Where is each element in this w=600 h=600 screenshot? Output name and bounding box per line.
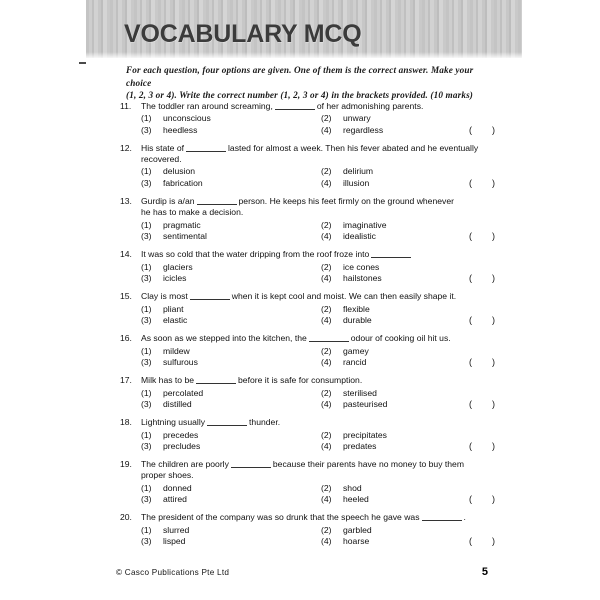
answer-option[interactable]	[141, 430, 198, 441]
answer-bracket[interactable]: ( )	[469, 494, 495, 505]
option-text: heedless	[163, 124, 198, 135]
question-text-before-blank: The children are poorly	[141, 459, 229, 470]
answer-blank-line	[309, 334, 349, 342]
option-text: delusion	[163, 166, 196, 177]
answer-option[interactable]	[321, 357, 366, 368]
option-key: (4)	[321, 230, 332, 241]
option-text: attired	[163, 494, 187, 505]
answer-options	[120, 524, 495, 548]
question-text-after-blank: before it is safe for consumption.	[238, 375, 363, 386]
question-text-before-blank: It was so cold that the water dripping from the roof froze into	[141, 249, 370, 260]
answer-options	[120, 387, 495, 411]
answer-option[interactable]	[321, 273, 382, 284]
answer-blank-line	[197, 197, 237, 205]
answer-options	[120, 482, 495, 506]
answer-option[interactable]	[321, 399, 387, 410]
question-stem-line-2: he has to make a decision.	[141, 207, 244, 218]
option-key: (4)	[321, 536, 332, 547]
option-key: (4)	[321, 440, 332, 451]
option-key: (3)	[141, 272, 152, 283]
option-key: (2)	[321, 303, 332, 314]
option-key: (3)	[141, 314, 152, 325]
question-number: 18.	[120, 417, 132, 428]
option-text: imaginative	[343, 219, 387, 230]
question-stem	[120, 249, 488, 260]
answer-option[interactable]	[141, 483, 192, 494]
answer-option[interactable]	[321, 430, 387, 441]
option-key: (4)	[321, 272, 332, 283]
option-key: (4)	[321, 494, 332, 505]
option-text: unwary	[343, 113, 371, 124]
option-text: icicles	[163, 272, 187, 283]
question-stem	[120, 101, 488, 112]
answer-option[interactable]	[141, 262, 193, 273]
instruction-line-1: For each question, four options are given. One of them is the correct answer. Make your choice	[126, 65, 474, 88]
answer-blank-line	[207, 418, 247, 426]
option-row	[141, 113, 488, 124]
option-text: shod	[343, 482, 362, 493]
answer-option[interactable]	[141, 166, 195, 177]
answer-option[interactable]	[141, 220, 201, 231]
answer-blank-line	[196, 376, 236, 384]
option-row	[141, 314, 495, 326]
answer-bracket[interactable]: ( )	[469, 356, 495, 367]
option-row	[141, 356, 495, 368]
option-text: glaciers	[163, 261, 193, 272]
option-key: (3)	[141, 494, 152, 505]
option-text: hailstones	[343, 272, 382, 283]
option-key: (2)	[321, 113, 332, 124]
answer-option[interactable]	[141, 178, 203, 189]
option-key: (3)	[141, 356, 152, 367]
question-item	[120, 142, 495, 189]
answer-option[interactable]	[321, 346, 369, 357]
option-key: (2)	[321, 261, 332, 272]
answer-option[interactable]	[141, 441, 200, 452]
question-text-after-blank: because their parents have no money to buy them	[272, 459, 464, 470]
question-stem	[120, 459, 488, 470]
option-text: pragmatic	[163, 219, 201, 230]
answer-bracket[interactable]: ( )	[469, 230, 495, 241]
answer-option[interactable]	[141, 357, 198, 368]
question-text-after-blank: odour of cooking oil hit us.	[350, 333, 451, 344]
option-key: (3)	[141, 177, 152, 188]
answer-options	[120, 113, 495, 136]
question-item	[120, 512, 495, 547]
option-key: (4)	[321, 177, 332, 188]
option-key: (2)	[321, 166, 332, 177]
option-row	[141, 124, 495, 136]
question-number: 17.	[120, 375, 132, 386]
answer-option[interactable]	[321, 494, 369, 505]
question-number: 20.	[120, 512, 132, 523]
option-text: sterilised	[343, 387, 377, 398]
question-text-before-blank: Milk has to be	[141, 375, 195, 386]
question-text-before-blank: The president of the company was so drunk that the speech he gave was	[141, 512, 420, 523]
option-row	[141, 388, 488, 399]
option-key: (2)	[321, 524, 332, 535]
answer-option[interactable]	[321, 113, 371, 124]
question-item	[120, 196, 495, 242]
answer-option[interactable]	[141, 494, 187, 505]
answer-option[interactable]	[321, 231, 376, 242]
option-key: (4)	[321, 124, 332, 135]
answer-option[interactable]	[321, 166, 373, 177]
answer-blank-line	[231, 460, 271, 468]
answer-option[interactable]	[141, 346, 190, 357]
option-text: donned	[163, 482, 192, 493]
question-stem	[120, 143, 488, 154]
option-text: heeled	[343, 494, 369, 505]
option-text: unconscious	[163, 113, 211, 124]
option-row	[141, 272, 495, 284]
answer-blank-line	[186, 144, 226, 152]
answer-option[interactable]	[321, 125, 383, 136]
answer-bracket[interactable]: ( )	[469, 124, 495, 135]
option-row	[141, 262, 488, 273]
question-number: 19.	[120, 459, 132, 470]
option-text: slurred	[163, 524, 190, 535]
question-item	[120, 459, 495, 505]
option-text: percolated	[163, 387, 204, 398]
answer-blank-line	[422, 513, 462, 521]
question-text-after-blank: thunder.	[249, 417, 281, 428]
answer-blank-line	[190, 292, 230, 300]
option-key: (2)	[321, 482, 332, 493]
answer-option[interactable]	[141, 525, 189, 536]
instructions-block	[126, 64, 488, 102]
page-number: 5	[481, 566, 488, 578]
answer-bracket[interactable]: ( )	[469, 177, 495, 188]
option-key: (1)	[141, 524, 152, 535]
question-text-after-blank: of her admonishing parents.	[316, 101, 424, 111]
option-text: rancid	[343, 356, 367, 367]
option-text: pasteurised	[343, 398, 388, 409]
question-number: 11.	[120, 101, 132, 111]
option-row	[141, 166, 488, 177]
answer-option[interactable]	[141, 125, 197, 136]
question-number: 15.	[120, 291, 132, 302]
option-key: (1)	[141, 113, 152, 124]
answer-option[interactable]	[321, 536, 369, 547]
question-stem	[120, 375, 488, 386]
answer-options	[120, 429, 495, 453]
question-text-before-blank: Clay is most	[141, 291, 188, 302]
option-key: (4)	[321, 398, 332, 409]
answer-options	[120, 345, 495, 369]
option-text: ice cones	[343, 261, 380, 272]
answer-option[interactable]	[321, 388, 377, 399]
option-text: sentimental	[163, 230, 207, 241]
answer-option[interactable]	[141, 273, 186, 284]
page-footer	[116, 568, 488, 582]
answer-option[interactable]	[141, 388, 203, 399]
option-text: predates	[343, 440, 377, 451]
option-key: (3)	[141, 124, 152, 135]
answer-option[interactable]	[141, 399, 192, 410]
question-number: 12.	[120, 142, 132, 153]
option-key: (3)	[141, 398, 152, 409]
option-row	[141, 494, 495, 505]
option-row	[141, 177, 495, 189]
option-text: pliant	[163, 303, 184, 314]
option-key: (4)	[321, 356, 332, 367]
answer-option[interactable]	[321, 262, 379, 273]
answer-option[interactable]	[321, 304, 370, 315]
question-text-before-blank: His state of	[141, 142, 184, 153]
question-item	[120, 101, 495, 136]
question-item	[120, 291, 495, 326]
answer-option[interactable]	[321, 315, 372, 326]
answer-options	[120, 261, 495, 285]
option-key: (2)	[321, 345, 332, 356]
option-text: fabrication	[163, 177, 203, 188]
option-key: (2)	[321, 429, 332, 440]
option-text: durable	[343, 314, 372, 325]
option-row	[141, 398, 495, 410]
instruction-line-2: (1, 2, 3 or 4). Write the correct number (1, 2, 3 or 4) in the brackets provided. (10 marks)	[126, 90, 474, 100]
answer-blank-line	[275, 102, 315, 110]
option-key: (3)	[141, 440, 152, 451]
answer-bracket[interactable]: ( )	[469, 536, 495, 547]
option-text: gamey	[343, 345, 369, 356]
option-key: (1)	[141, 482, 152, 493]
answer-option[interactable]	[141, 536, 185, 547]
option-row	[141, 536, 495, 547]
question-item	[120, 417, 495, 452]
answer-option[interactable]	[141, 231, 207, 242]
question-stem	[120, 417, 488, 428]
option-text: idealistic	[343, 230, 376, 241]
option-key: (1)	[141, 303, 152, 314]
question-item	[120, 333, 495, 368]
question-text-before-blank: Gurdip is a/an	[141, 196, 195, 207]
answer-options	[120, 166, 495, 189]
question-item	[120, 249, 495, 284]
question-item	[120, 375, 495, 410]
answer-bracket[interactable]: ( )	[469, 398, 495, 409]
option-text: sulfurous	[163, 356, 198, 367]
question-text-after-blank: when it is kept cool and moist. We can then easily shape it.	[231, 291, 457, 302]
answer-option[interactable]	[321, 178, 369, 189]
question-text-before-blank: The toddler ran around screaming,	[141, 101, 273, 111]
option-key: (2)	[321, 219, 332, 230]
option-text: elastic	[163, 314, 188, 325]
question-text-after-blank: person. He keeps his feet firmly on the ground whenever	[238, 196, 454, 207]
option-text: precludes	[163, 440, 201, 451]
option-row	[141, 440, 495, 452]
answer-option[interactable]	[141, 315, 187, 326]
option-key: (1)	[141, 429, 152, 440]
option-text: precipitates	[343, 429, 387, 440]
option-key: (1)	[141, 261, 152, 272]
question-text-before-blank: As soon as we stepped into the kitchen, the	[141, 333, 307, 344]
option-text: hoarse	[343, 536, 370, 547]
answer-option[interactable]	[141, 304, 184, 315]
option-key: (2)	[321, 387, 332, 398]
option-key: (1)	[141, 166, 152, 177]
questions-list	[120, 101, 495, 554]
option-row	[141, 346, 488, 357]
option-text: regardless	[343, 124, 384, 135]
question-number: 13.	[120, 196, 132, 207]
answer-bracket[interactable]: ( )	[469, 314, 495, 325]
question-text-after-blank: lasted for almost a week. Then his fever abated and he eventually	[228, 142, 479, 153]
option-text: garbled	[343, 524, 372, 535]
answer-option[interactable]	[141, 113, 211, 124]
answer-bracket[interactable]: ( )	[469, 272, 495, 283]
option-text: mildew	[163, 345, 190, 356]
option-key: (4)	[321, 314, 332, 325]
question-stem	[120, 291, 488, 302]
answer-options	[120, 219, 495, 243]
option-key: (1)	[141, 387, 152, 398]
question-stem	[120, 196, 488, 207]
answer-option[interactable]	[321, 525, 372, 536]
answer-blank-line	[371, 250, 411, 258]
option-key: (3)	[141, 230, 152, 241]
question-stem	[120, 512, 488, 523]
answer-option[interactable]	[321, 220, 386, 231]
option-text: distilled	[163, 398, 192, 409]
option-text: illusion	[343, 177, 370, 188]
option-row	[141, 230, 495, 242]
copyright-notice: © Casco Publications Pte Ltd	[116, 568, 230, 577]
question-stem-line-2: recovered.	[141, 154, 182, 165]
option-row	[141, 304, 488, 315]
registration-tick-mark	[79, 62, 86, 64]
option-row	[141, 483, 488, 494]
question-number: 14.	[120, 249, 132, 260]
answer-options	[120, 303, 495, 327]
option-row	[141, 220, 488, 231]
question-text-before-blank: Lightning usually	[141, 417, 206, 428]
option-row	[141, 430, 488, 441]
answer-option[interactable]	[321, 483, 362, 494]
question-text-after-blank: .	[463, 512, 466, 523]
question-stem-line-2: proper shoes.	[141, 470, 194, 481]
answer-bracket[interactable]: ( )	[469, 440, 495, 451]
question-number: 16.	[120, 333, 132, 344]
question-stem	[120, 333, 488, 344]
option-text: lisped	[163, 536, 186, 547]
page-title: VOCABULARY MCQ	[124, 20, 362, 48]
option-key: (1)	[141, 219, 152, 230]
option-row	[141, 525, 488, 536]
option-text: precedes	[163, 429, 199, 440]
option-text: delirium	[343, 166, 374, 177]
answer-option[interactable]	[321, 441, 376, 452]
option-key: (3)	[141, 536, 152, 547]
option-text: flexible	[343, 303, 370, 314]
option-key: (1)	[141, 345, 152, 356]
